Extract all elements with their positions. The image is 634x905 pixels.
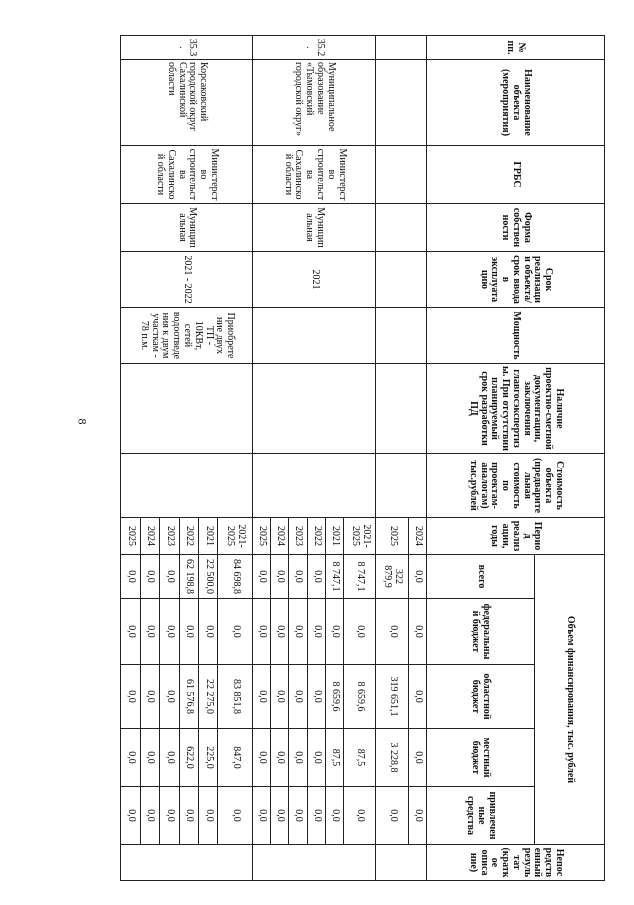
cell-ownership: [376, 204, 427, 252]
cell-federal: 0,0: [289, 599, 307, 665]
cell-local: 3 228,8: [376, 729, 408, 787]
header-capacity: Мощность: [427, 308, 605, 364]
cell-result: [376, 845, 427, 881]
cell-attracted: 0,0: [199, 787, 218, 845]
header-total: всего: [427, 555, 535, 599]
cell-capacity: Приобретение двух ТП - 10КВт, сетей водоотведения к двум участкам - 78 п.м.: [121, 308, 253, 364]
cell-regional: 8 659,6: [344, 665, 376, 729]
cell-name: Муниципальное образование «Тымовский городской округ»: [253, 60, 376, 146]
cell-federal: 0,0: [140, 599, 159, 665]
cell-total: 0,0: [253, 555, 271, 599]
cell-regional: 319 651,1: [376, 665, 408, 729]
cell-regional: 0,0: [408, 665, 426, 729]
cell-local: 87,5: [344, 729, 376, 787]
cell-total: 0,0: [140, 555, 159, 599]
header-federal: федеральный бюджет: [427, 599, 535, 665]
cell-total: 0,0: [307, 555, 325, 599]
cell-period: 2025: [253, 518, 271, 555]
cell-period: 2023: [289, 518, 307, 555]
cell-no: 35.3.: [121, 36, 253, 60]
cell-federal: 0,0: [271, 599, 289, 665]
financing-table: [120, 35, 605, 881]
cell-attracted: 0,0: [218, 787, 253, 845]
cell-local: 0,0: [140, 729, 159, 787]
cell-result: [121, 845, 253, 881]
header-attracted: привлеченные средства: [427, 787, 535, 845]
cell-local: 0,0: [253, 729, 271, 787]
cell-capacity: [376, 308, 427, 364]
cell-attracted: 0,0: [408, 787, 426, 845]
cell-regional: 83 851,8: [218, 665, 253, 729]
table-row: [344, 36, 376, 881]
header-ownership: Форма собственности: [427, 204, 605, 252]
cell-total: 0,0: [289, 555, 307, 599]
cell-ownership: Муниципальная: [253, 204, 376, 252]
cell-attracted: 0,0: [121, 787, 141, 845]
cell-period: 2024: [140, 518, 159, 555]
cell-attracted: 0,0: [325, 787, 343, 845]
cell-regional: 8 659,6: [325, 665, 343, 729]
cell-federal: 0,0: [376, 599, 408, 665]
header-period: Период реализации, годы: [427, 518, 605, 555]
cell-period: 2021-2025: [218, 518, 253, 555]
header-local: местный бюджет: [427, 729, 535, 787]
header-no: № пп.: [427, 36, 605, 60]
cell-period: 2021: [325, 518, 343, 555]
cell-total: 62 198,8: [179, 555, 198, 599]
cell-cost: [376, 454, 427, 518]
page-number: 8: [75, 418, 90, 425]
cell-federal: 0,0: [325, 599, 343, 665]
header-result: Непосредственный результат (краткое описание): [427, 845, 605, 881]
cell-attracted: 0,0: [376, 787, 408, 845]
cell-regional: 22 275,0: [199, 665, 218, 729]
cell-federal: 0,0: [344, 599, 376, 665]
cell-no: 35.2.: [253, 36, 376, 60]
header-grbs: ГРБС: [427, 146, 605, 204]
table-header: [427, 36, 605, 881]
cell-regional: 61 576,8: [179, 665, 198, 729]
cell-period: 2023: [160, 518, 179, 555]
cell-total: 0,0: [160, 555, 179, 599]
cell-term: 2021 - 2022: [121, 252, 253, 308]
cell-term: [376, 252, 427, 308]
header-name: Наименование объекта (мероприятия): [427, 60, 605, 146]
cell-period: 2022: [179, 518, 198, 555]
cell-total: 8 747,1: [344, 555, 376, 599]
cell-federal: 0,0: [179, 599, 198, 665]
cell-attracted: 0,0: [344, 787, 376, 845]
header-regional: областной бюджет: [427, 665, 535, 729]
cell-attracted: 0,0: [160, 787, 179, 845]
cell-total: 0,0: [271, 555, 289, 599]
header-design-docs: Наличие проектно-сметной документации, заключения главгосэкспертизы. При отсутствии планируемый срок разработки ПД: [427, 364, 605, 454]
cell-period: 2024: [408, 518, 426, 555]
cell-total: 8 747,1: [325, 555, 343, 599]
cell-total: 322 879,9: [376, 555, 408, 599]
cell-local: 847,0: [218, 729, 253, 787]
cell-federal: 0,0: [160, 599, 179, 665]
cell-attracted: 0,0: [253, 787, 271, 845]
cell-period: 2022: [307, 518, 325, 555]
cell-attracted: 0,0: [307, 787, 325, 845]
cell-grbs: [376, 146, 427, 204]
cell-total: 22 500,0: [199, 555, 218, 599]
cell-total: 0,0: [121, 555, 141, 599]
table-body: [121, 36, 427, 881]
cell-regional: 0,0: [307, 665, 325, 729]
cell-no: [376, 36, 427, 60]
header-funding-group: Объем финансирования, тыс. рублей: [535, 555, 605, 845]
cell-local: 87,5: [325, 729, 343, 787]
cell-period: 2021: [199, 518, 218, 555]
table-row: [218, 36, 253, 881]
cell-federal: 0,0: [199, 599, 218, 665]
cell-period: 2021-2025: [344, 518, 376, 555]
cell-capacity: [253, 308, 376, 364]
cell-result: [253, 845, 376, 881]
cell-local: 0,0: [307, 729, 325, 787]
cell-attracted: 0,0: [140, 787, 159, 845]
cell-name: Корсаковский городской округ Сахалинской области: [121, 60, 253, 146]
cell-regional: 0,0: [289, 665, 307, 729]
cell-ownership: Муниципальная: [121, 204, 253, 252]
cell-attracted: 0,0: [289, 787, 307, 845]
cell-total: 0,0: [408, 555, 426, 599]
cell-design-docs: [253, 364, 376, 454]
cell-period: 2025: [376, 518, 408, 555]
cell-federal: 0,0: [253, 599, 271, 665]
header-cost: Стоимость объекта (предварительная стоимость по проектам-аналогам) тыс.рублей: [427, 454, 605, 518]
header-term: Срок реализации объекта/срок ввода в эксплуатацию: [427, 252, 605, 308]
cell-regional: 0,0: [140, 665, 159, 729]
table-row: [408, 36, 426, 881]
cell-local: 225,0: [199, 729, 218, 787]
rotated-table-wrapper: [120, 35, 605, 880]
cell-federal: 0,0: [218, 599, 253, 665]
cell-cost: [253, 454, 376, 518]
cell-local: 0,0: [271, 729, 289, 787]
cell-local: 622,0: [179, 729, 198, 787]
cell-cost: [121, 454, 253, 518]
cell-regional: 0,0: [160, 665, 179, 729]
cell-design-docs: [121, 364, 253, 454]
cell-regional: 0,0: [121, 665, 141, 729]
cell-attracted: 0,0: [179, 787, 198, 845]
cell-federal: 0,0: [121, 599, 141, 665]
cell-local: 0,0: [121, 729, 141, 787]
cell-period: 2025: [121, 518, 141, 555]
rotated-table-area: [120, 35, 605, 880]
cell-regional: 0,0: [253, 665, 271, 729]
cell-local: 0,0: [289, 729, 307, 787]
cell-total: 84 698,8: [218, 555, 253, 599]
cell-attracted: 0,0: [271, 787, 289, 845]
cell-grbs: Министерство строительства Сахалинской области: [253, 146, 376, 204]
cell-name: [376, 60, 427, 146]
cell-federal: 0,0: [408, 599, 426, 665]
cell-local: 0,0: [408, 729, 426, 787]
cell-design-docs: [376, 364, 427, 454]
cell-term: 2021: [253, 252, 376, 308]
cell-period: 2024: [271, 518, 289, 555]
cell-federal: 0,0: [307, 599, 325, 665]
cell-local: 0,0: [160, 729, 179, 787]
cell-grbs: Министерство строительства Сахалинской области: [121, 146, 253, 204]
cell-regional: 0,0: [271, 665, 289, 729]
